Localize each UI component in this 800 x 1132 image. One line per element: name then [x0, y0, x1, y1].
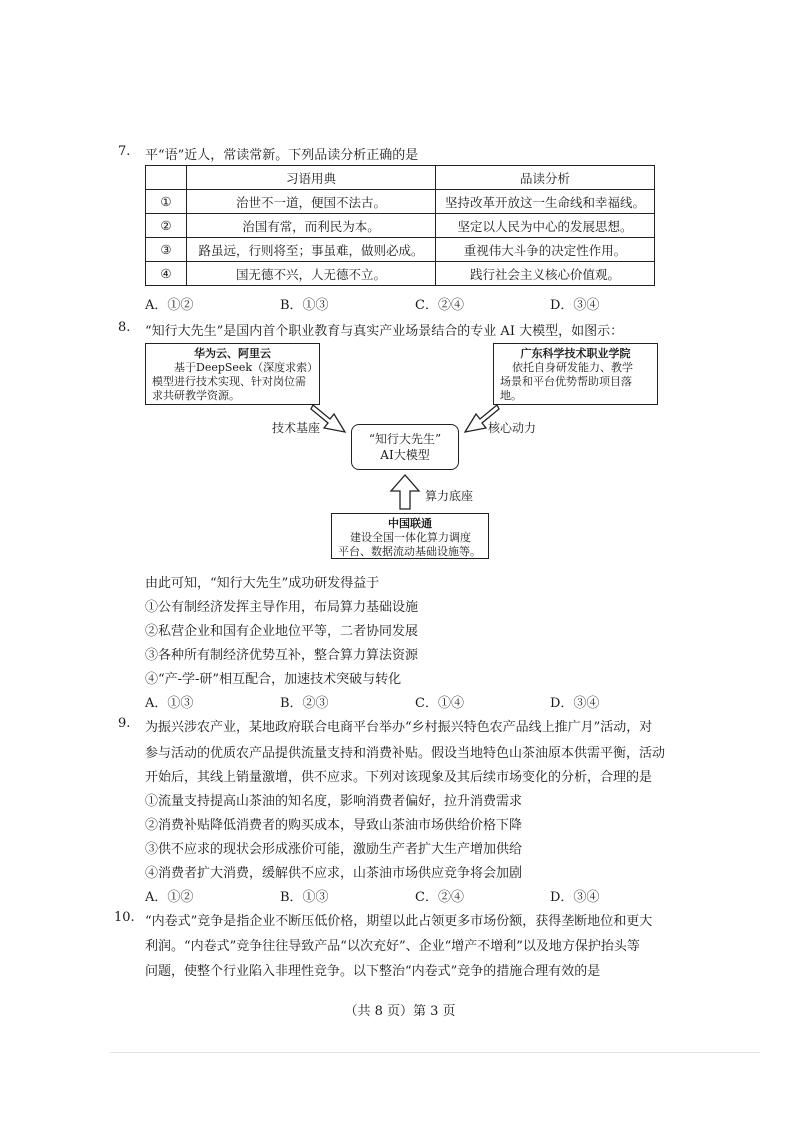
q9-number: 9.: [118, 716, 131, 731]
q8-item-2: ②私营企业和国有企业地位平等，二者协同发展: [145, 624, 419, 639]
option-d[interactable]: D．③④: [550, 298, 600, 313]
row-quote: 治国有常，而利民为本。: [187, 214, 436, 238]
q9-stem-line: 开始后，其线上销量激增，供不应求。下列对该现象及其后续市场变化的分析，合理的是: [145, 770, 653, 785]
page-divider: [110, 1052, 760, 1053]
row-quote: 路虽远，行则将至；事虽难，做则必成。: [187, 238, 436, 262]
option-a[interactable]: A．①②: [145, 298, 194, 313]
arrow-left: [311, 405, 345, 432]
row-analysis: 坚持改革开放这一生命线和幸福线。: [436, 190, 655, 214]
option-a[interactable]: A．①③: [145, 696, 194, 711]
option-d[interactable]: D．③④: [550, 696, 600, 711]
center-line: AI大模型: [380, 448, 430, 462]
row-analysis: 坚定以人民为中心的发展思想。: [436, 214, 655, 238]
option-b[interactable]: B．②③: [280, 696, 329, 711]
box-title: 中国联通: [388, 517, 432, 530]
arrow-right: [465, 405, 499, 432]
q10-stem-line: “内卷式”竞争是指企业不断压低价格，期望以此占领更多市场份额，获得垄断地位和更大: [145, 914, 653, 929]
box-line: 建设全国一体化算力调度: [350, 531, 471, 544]
center-line: “知行大先生”: [368, 432, 442, 446]
q7-stem: 平“语”近人，常读常新。下列品读分析正确的是: [145, 148, 419, 163]
option-b[interactable]: B．①③: [280, 298, 329, 313]
table-header-quote: 习语用典: [187, 166, 436, 190]
q10-number: 10.: [114, 910, 135, 925]
box-line: 基于DeepSeek（深度求索）: [174, 361, 319, 374]
arrow-up: [391, 475, 419, 509]
box-title: 华为云、阿里云: [194, 347, 271, 360]
label-compute-base: 算力底座: [425, 489, 474, 503]
q8-lead: 由此可知，“知行大先生”成功研发得益于: [145, 576, 380, 591]
q8-stem: “知行大先生”是国内首个职业教育与真实产业场景结合的专业 AI 大模型，如图示：: [145, 324, 624, 339]
label-core-power: 核心动力: [488, 421, 537, 435]
row-analysis: 重视伟大斗争的决定性作用。: [436, 238, 655, 262]
q9-stem-line: 为振兴涉农产业，某地政府联合电商平台举办“乡村振兴特色农产品线上推广月”活动，对: [145, 720, 653, 735]
box-title: 广东科学技术职业学院: [520, 347, 631, 360]
row-index: ③: [146, 238, 187, 262]
box-line: 求共研教学资源。: [152, 389, 240, 402]
page-footer: （共 8 页）第 3 页: [344, 1004, 456, 1019]
q10-stem-line: 利润。“内卷式”竞争往往导致产品“以次充好”、企业“增产不增利”以及地方保护抬头等: [145, 939, 640, 954]
option-a[interactable]: A．①②: [145, 890, 194, 905]
row-analysis: 践行社会主义核心价值观。: [436, 262, 655, 286]
row-index: ④: [146, 262, 187, 286]
option-b[interactable]: B．①③: [280, 890, 329, 905]
q8-item-4: ④“产-学-研”相互配合，加速技术突破与转化: [145, 672, 402, 687]
q9-item-3: ③供不应求的现状会形成涨价可能，激励生产者扩大生产增加供给: [145, 842, 523, 857]
q10-stem-line: 问题，使整个行业陷入非理性竞争。以下整治“内卷式”竞争的措施合理有效的是: [145, 964, 601, 979]
box-line: 场景和平台优势帮助项目落地。: [500, 375, 632, 402]
q9-item-2: ②消费补贴降低消费者的购买成本，导致山茶油市场供给价格下降: [145, 818, 523, 833]
option-c[interactable]: C．②④: [415, 298, 464, 313]
option-d[interactable]: D．③④: [550, 890, 600, 905]
row-index: ②: [146, 214, 187, 238]
box-line: 依托自身研发能力、教学: [512, 361, 633, 374]
row-quote: 治世不一道，便国不法古。: [187, 190, 436, 214]
row-quote: 国无德不兴，人无德不立。: [187, 262, 436, 286]
box-line: 模型进行技术实现、针对岗位需: [152, 375, 306, 388]
q8-number: 8.: [118, 320, 131, 335]
label-tech-base: 技术基座: [272, 421, 321, 435]
row-index: ①: [146, 190, 187, 214]
q9-item-1: ①流量支持提高山茶油的知名度，影响消费者偏好，拉升消费需求: [145, 794, 523, 809]
option-c[interactable]: C．①④: [415, 696, 464, 711]
q7-number: 7.: [118, 144, 131, 159]
table-header-analysis: 品读分析: [436, 166, 655, 190]
q8-item-3: ③各种所有制经济优势互补，整合算力算法资源: [145, 648, 419, 663]
box-line: 平台、数据流动基础设施等。: [338, 545, 481, 558]
q9-stem-line: 参与活动的优质农产品提供流量支持和消费补贴。假设当地特色山茶油原本供需平衡，活动: [145, 746, 666, 761]
q9-item-4: ④消费者扩大消费，缓解供不应求，山茶油市场供应竞争将会加剧: [145, 866, 523, 881]
q8-item-1: ①公有制经济发挥主导作用，布局算力基础设施: [145, 600, 419, 615]
option-c[interactable]: C．②④: [415, 890, 464, 905]
